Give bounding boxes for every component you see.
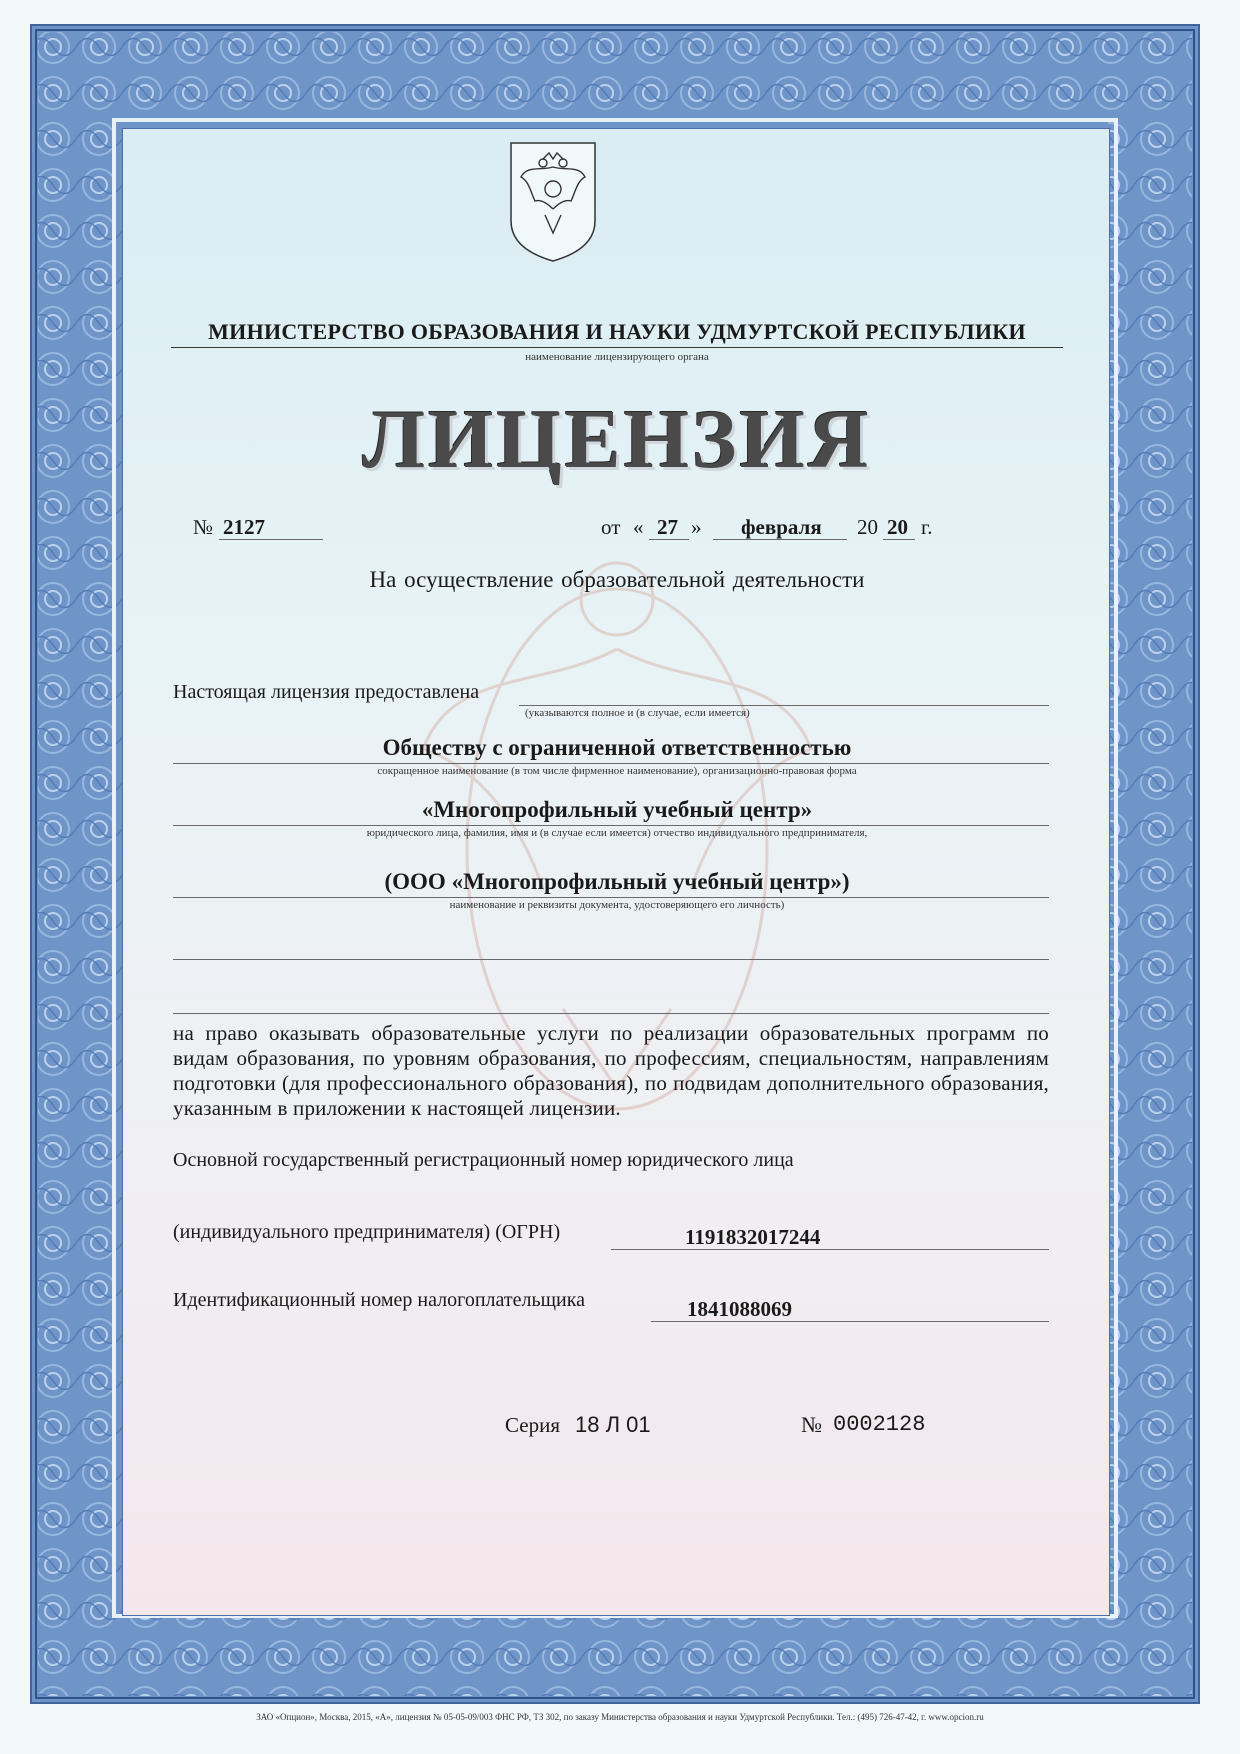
date-quote-close: » (691, 515, 702, 539)
document-title: ЛИЦЕНЗИЯ (362, 393, 872, 486)
grantee-line-0 (519, 705, 1049, 706)
license-number-prefix: № (193, 515, 214, 539)
ogrn-value: 1191832017244 (685, 1225, 821, 1249)
license-number-line (219, 539, 323, 540)
series-label: Серия (505, 1413, 560, 1437)
grantee-org-form: Обществу с ограниченной ответственностью (382, 735, 852, 760)
coat-of-arms-emblem (505, 137, 601, 265)
grantee-name: «Многопрофильный учебный центр» (421, 797, 813, 822)
inn-value: 1841088069 (687, 1297, 792, 1321)
printer-imprint: ЗАО «Опцион», Москва, 2015, «А», лицензия № 05-05-09/003 ФНС РФ, ТЗ 302, по заказу Министерства образования и науки Удмуртской Республики. Тел.: (495) 726-47-42, г. www.opcion.ru (256, 1712, 984, 1722)
activity-type: На осуществление образовательной деятельности (369, 567, 865, 592)
form-number: 0002128 (833, 1412, 926, 1437)
certificate-body (122, 128, 1110, 1616)
grantee-caption-1: (указываются полное и (в случае, если имеется) (525, 707, 750, 719)
rights-paragraph: на право оказывать образовательные услуги по реализации образовательных программ по видам образования, по уровням образования, по профессиям, специальностям, направлениям подготовки (для профессионального образования), по подвидам дополнительного образования, указанным в приложении к настоящей лицензии. (173, 1021, 1049, 1120)
year-line (883, 539, 915, 540)
form-number-prefix: № (801, 1412, 822, 1437)
grantee-caption-4: наименование и реквизиты документа, удостоверяющего его личность) (449, 899, 785, 911)
year-prefix: 20 (857, 515, 878, 539)
ministry-underline (171, 347, 1063, 348)
ministry-name: МИНИСТЕРСТВО ОБРАЗОВАНИЯ И НАУКИ УДМУРТСКОЙ РЕСПУБЛИКИ (208, 319, 1026, 344)
ogrn-line (611, 1249, 1049, 1250)
ministry-caption: наименование лицензирующего органа (525, 351, 709, 363)
license-number: 2127 (223, 515, 265, 539)
license-day: 27 (657, 515, 678, 539)
ogrn-label-1: Основной государственный регистрационный номер юридического лица (173, 1149, 794, 1171)
year-unit: г. (921, 515, 933, 539)
grantee-line-2 (173, 825, 1049, 826)
day-line (649, 539, 689, 540)
grantee-line-3 (173, 897, 1049, 898)
grantee-label: Настоящая лицензия предоставлена (173, 681, 480, 703)
license-month: февраля (741, 515, 822, 539)
inn-label: Идентификационный номер налогоплательщика (173, 1289, 586, 1311)
blank-line-1 (173, 959, 1049, 960)
grantee-line-1 (173, 763, 1049, 764)
series-value: 18 Л 01 (575, 1412, 651, 1437)
date-quote-open: « (633, 515, 644, 539)
grantee-short-name: (ООО «Многопрофильный учебный центр») (384, 869, 850, 894)
date-prefix: от (601, 515, 621, 539)
grantee-caption-2: сокращенное наименование (в том числе фирменное наименование), организационно-правовая форма (377, 765, 857, 777)
license-year: 20 (887, 515, 908, 539)
blank-line-2 (173, 1013, 1049, 1014)
ogrn-label-2: (индивидуального предпринимателя) (ОГРН) (173, 1221, 561, 1243)
grantee-caption-3: юридического лица, фамилия, имя и (в случае если имеется) отчество индивидуального предпринимателя, (366, 827, 868, 839)
